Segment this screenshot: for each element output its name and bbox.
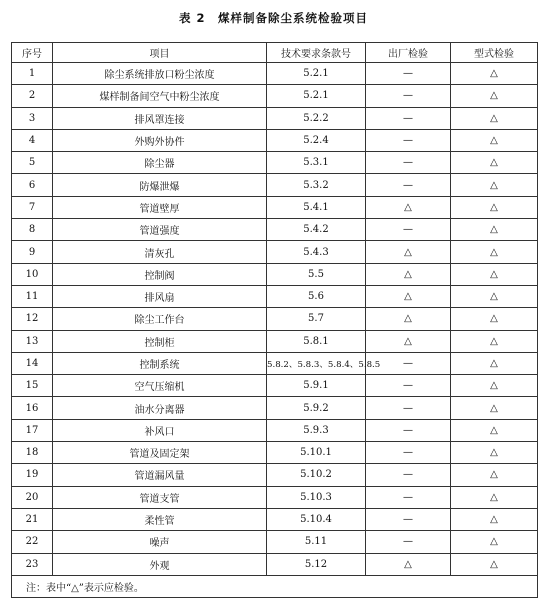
row-type-cell: △ — [451, 241, 538, 263]
table-row — [12, 219, 538, 241]
row-no-cell: 22 — [12, 531, 53, 553]
row-clause-cell: 5.12 — [267, 553, 366, 575]
row-no-cell: 5 — [12, 152, 53, 174]
row-factory-cell: — — [366, 442, 451, 464]
table-row — [12, 152, 538, 174]
row-type-cell: △ — [451, 419, 538, 441]
row-factory-cell: — — [366, 219, 451, 241]
inspection-items-table — [11, 42, 538, 598]
table-row — [12, 308, 538, 330]
row-factory-cell: △ — [366, 553, 451, 575]
row-factory-cell: — — [366, 152, 451, 174]
table-row — [12, 419, 538, 441]
row-clause-cell: 5.5 — [267, 263, 366, 285]
row-item-cell: 外观 — [53, 553, 267, 575]
row-clause-cell: 5.9.3 — [267, 419, 366, 441]
row-no-cell: 2 — [12, 85, 53, 107]
header-type: 型式检验 — [451, 43, 538, 63]
table-row — [12, 531, 538, 553]
row-factory-cell: — — [366, 508, 451, 530]
row-type-cell: △ — [451, 553, 538, 575]
row-no-cell: 4 — [12, 129, 53, 151]
row-item-cell: 排风罩连接 — [53, 107, 267, 129]
row-factory-cell: — — [366, 63, 451, 85]
table-row — [12, 107, 538, 129]
row-type-cell: △ — [451, 263, 538, 285]
row-type-cell: △ — [451, 219, 538, 241]
row-item-cell: 管道漏风量 — [53, 464, 267, 486]
table-row — [12, 486, 538, 508]
row-item-cell: 噪声 — [53, 531, 267, 553]
row-factory-cell: — — [366, 107, 451, 129]
row-factory-cell: — — [366, 375, 451, 397]
row-no-cell: 19 — [12, 464, 53, 486]
row-clause-cell: 5.10.1 — [267, 442, 366, 464]
header-item: 项目 — [53, 43, 267, 63]
table-row — [12, 375, 538, 397]
row-no-cell: 12 — [12, 308, 53, 330]
row-type-cell: △ — [451, 464, 538, 486]
row-item-cell: 管道支管 — [53, 486, 267, 508]
row-no-cell: 9 — [12, 241, 53, 263]
header-factory: 出厂检验 — [366, 43, 451, 63]
row-item-cell: 管道及固定架 — [53, 442, 267, 464]
row-factory-cell: △ — [366, 330, 451, 352]
row-no-cell: 10 — [12, 263, 53, 285]
row-item-cell: 管道强度 — [53, 219, 267, 241]
row-no-cell: 3 — [12, 107, 53, 129]
row-clause-cell: 5.4.3 — [267, 241, 366, 263]
row-factory-cell: — — [366, 531, 451, 553]
row-no-cell: 11 — [12, 285, 53, 307]
row-clause-cell: 5.3.2 — [267, 174, 366, 196]
row-factory-cell: — — [366, 129, 451, 151]
row-type-cell: △ — [451, 397, 538, 419]
row-factory-cell: — — [366, 397, 451, 419]
table-row — [12, 285, 538, 307]
row-type-cell: △ — [451, 352, 538, 374]
row-type-cell: △ — [451, 330, 538, 352]
row-clause-cell: 5.4.1 — [267, 196, 366, 218]
row-type-cell: △ — [451, 486, 538, 508]
table-note: 注：表中“△”表示应检验。 — [12, 575, 538, 597]
table-row — [12, 442, 538, 464]
row-clause-cell: 5.2.1 — [267, 63, 366, 85]
row-type-cell: △ — [451, 107, 538, 129]
table-title: 表 2 煤样制备除尘系统检验项目 — [178, 11, 368, 25]
row-type-cell: △ — [451, 196, 538, 218]
row-clause-cell: 5.2.1 — [267, 85, 366, 107]
row-type-cell: △ — [451, 285, 538, 307]
row-type-cell: △ — [451, 129, 538, 151]
row-no-cell: 6 — [12, 174, 53, 196]
row-item-cell: 控制系统 — [53, 352, 267, 374]
row-factory-cell: △ — [366, 285, 451, 307]
row-type-cell: △ — [451, 508, 538, 530]
row-type-cell: △ — [451, 442, 538, 464]
row-clause-cell: 5.10.3 — [267, 486, 366, 508]
table-row — [12, 174, 538, 196]
row-factory-cell: — — [366, 419, 451, 441]
header-clause: 技术要求条款号 — [267, 43, 366, 63]
row-factory-cell: △ — [366, 241, 451, 263]
row-clause-cell: 5.9.1 — [267, 375, 366, 397]
row-no-cell: 14 — [12, 352, 53, 374]
row-clause-cell: 5.7 — [267, 308, 366, 330]
row-item-cell: 除尘工作台 — [53, 308, 267, 330]
row-item-cell: 外购外协件 — [53, 129, 267, 151]
row-clause-cell: 5.3.1 — [267, 152, 366, 174]
row-clause-cell: 5.10.2 — [267, 464, 366, 486]
row-factory-cell: — — [366, 464, 451, 486]
table-row — [12, 553, 538, 575]
row-clause-cell: 5.10.4 — [267, 508, 366, 530]
row-factory-cell: — — [366, 352, 451, 374]
row-item-cell: 空气压缩机 — [53, 375, 267, 397]
row-clause-cell: 5.11 — [267, 531, 366, 553]
row-clause-cell: 5.4.2 — [267, 219, 366, 241]
row-clause-cell: 5.2.2 — [267, 107, 366, 129]
row-factory-cell: — — [366, 85, 451, 107]
row-clause-cell: 5.2.4 — [267, 129, 366, 151]
table-row — [12, 196, 538, 218]
row-no-cell: 1 — [12, 63, 53, 85]
row-factory-cell: △ — [366, 196, 451, 218]
row-clause-cell: 5.9.2 — [267, 397, 366, 419]
row-no-cell: 17 — [12, 419, 53, 441]
row-item-cell: 控制柜 — [53, 330, 267, 352]
table-row — [12, 352, 538, 374]
table-row — [12, 397, 538, 419]
row-no-cell: 16 — [12, 397, 53, 419]
row-type-cell: △ — [451, 375, 538, 397]
row-no-cell: 20 — [12, 486, 53, 508]
table-row — [12, 63, 538, 85]
row-item-cell: 煤样制备间空气中粉尘浓度 — [53, 85, 267, 107]
row-item-cell: 管道壁厚 — [53, 196, 267, 218]
table-body — [12, 63, 538, 576]
table-row — [12, 129, 538, 151]
row-no-cell: 8 — [12, 219, 53, 241]
table-row — [12, 508, 538, 530]
row-no-cell: 7 — [12, 196, 53, 218]
row-clause-cell: 5.8.1 — [267, 330, 366, 352]
row-clause-cell: 5.8.2、5.8.3、5.8.4、5.8.5 — [267, 352, 366, 374]
table-row — [12, 330, 538, 352]
row-item-cell: 控制阀 — [53, 263, 267, 285]
row-item-cell: 排风扇 — [53, 285, 267, 307]
row-no-cell: 15 — [12, 375, 53, 397]
row-factory-cell: — — [366, 174, 451, 196]
row-factory-cell: — — [366, 486, 451, 508]
row-type-cell: △ — [451, 531, 538, 553]
header-row — [12, 43, 538, 63]
row-item-cell: 除尘系统排放口粉尘浓度 — [53, 63, 267, 85]
row-no-cell: 23 — [12, 553, 53, 575]
row-type-cell: △ — [451, 63, 538, 85]
row-no-cell: 21 — [12, 508, 53, 530]
row-item-cell: 防爆泄爆 — [53, 174, 267, 196]
row-no-cell: 13 — [12, 330, 53, 352]
row-item-cell: 清灰孔 — [53, 241, 267, 263]
row-factory-cell: △ — [366, 263, 451, 285]
row-item-cell: 柔性管 — [53, 508, 267, 530]
row-type-cell: △ — [451, 85, 538, 107]
row-no-cell: 18 — [12, 442, 53, 464]
table-row — [12, 263, 538, 285]
row-type-cell: △ — [451, 308, 538, 330]
table-row — [12, 85, 538, 107]
row-item-cell: 除尘器 — [53, 152, 267, 174]
header-no: 序号 — [12, 43, 53, 63]
row-type-cell: △ — [451, 174, 538, 196]
row-factory-cell: △ — [366, 308, 451, 330]
note-row — [12, 575, 538, 597]
row-clause-cell: 5.6 — [267, 285, 366, 307]
row-item-cell: 补风口 — [53, 419, 267, 441]
table-row — [12, 464, 538, 486]
row-type-cell: △ — [451, 152, 538, 174]
table-row — [12, 241, 538, 263]
row-item-cell: 油水分离器 — [53, 397, 267, 419]
